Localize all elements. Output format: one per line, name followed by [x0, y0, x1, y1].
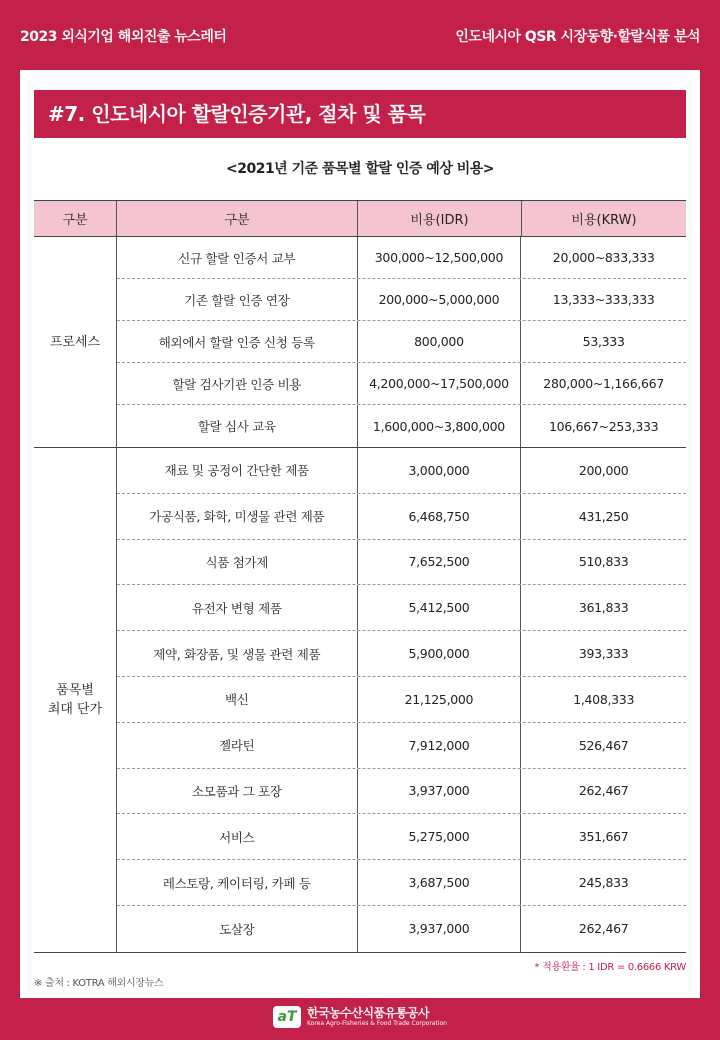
publisher-name-en: Korea Agro-Fisheries & Food Trade Corporation — [307, 1019, 447, 1027]
cost-idr-cell: 7,652,500 — [357, 540, 521, 585]
table-row — [117, 906, 686, 952]
group-item-max-price — [34, 448, 686, 953]
item-cell: 도살장 — [219, 921, 255, 937]
top-banner — [0, 0, 720, 70]
table-row — [117, 585, 686, 631]
cost-krw-cell: 361,833 — [520, 585, 686, 630]
table-row — [117, 631, 686, 677]
cost-krw-cell: 351,667 — [520, 814, 686, 859]
content-page — [20, 70, 700, 998]
cost-krw-cell: 510,833 — [520, 540, 686, 585]
publisher-name-kr: 한국농수산식품유통공사 — [307, 1005, 430, 1020]
cost-krw-cell: 13,333~333,333 — [520, 279, 686, 320]
cost-idr-cell: 800,000 — [357, 321, 521, 362]
cost-idr-cell: 3,687,500 — [357, 860, 521, 905]
item-cell: 할랄 검사기관 인증 비용 — [172, 376, 302, 392]
item-cell: 해외에서 할랄 인증 신청 등록 — [158, 334, 315, 350]
cost-idr-cell: 6,468,750 — [357, 494, 521, 539]
table-row — [117, 677, 686, 723]
section-title: #7. 인도네시아 할랄인증기관, 절차 및 품목 — [34, 90, 686, 138]
cost-krw-cell: 200,000 — [520, 448, 686, 493]
header-category: 구분 — [62, 213, 88, 228]
table-caption: <2021년 기준 품목별 할랄 인증 예상 비용> — [225, 161, 494, 177]
group-label: 프로세스 — [49, 334, 101, 350]
item-cell: 제약, 화장품, 및 생물 관련 제품 — [153, 646, 321, 662]
cost-idr-cell: 3,937,000 — [357, 906, 521, 952]
source-note: ※ 출처 : KOTRA 해외시장뉴스 — [34, 978, 164, 989]
group-process — [34, 237, 686, 448]
group-rows — [116, 448, 686, 952]
table-row — [117, 279, 686, 321]
item-cell: 젤라틴 — [219, 738, 255, 754]
header-cost-krw: 비용(KRW) — [521, 201, 686, 236]
table-row — [117, 814, 686, 860]
cost-idr-cell: 5,412,500 — [357, 585, 521, 630]
cost-idr-cell: 5,275,000 — [357, 814, 521, 859]
cost-idr-cell: 200,000~5,000,000 — [357, 279, 521, 320]
cost-krw-cell: 431,250 — [520, 494, 686, 539]
cost-krw-cell: 106,667~253,333 — [520, 405, 686, 447]
report-topic: 인도네시아 QSR 시장동향·할랄식품 분석 — [455, 29, 700, 45]
table-row — [117, 321, 686, 363]
table-row — [117, 769, 686, 815]
item-cell: 재료 및 공정이 간단한 제품 — [164, 463, 309, 479]
cost-idr-cell: 300,000~12,500,000 — [357, 237, 521, 278]
item-cell: 레스토랑, 케이터링, 카페 등 — [162, 875, 311, 891]
cost-krw-cell: 53,333 — [520, 321, 686, 362]
table-row — [117, 405, 686, 447]
exchange-rate-note: * 적용환율 : 1 IDR = 0.6666 KRW — [534, 962, 686, 973]
cost-krw-cell: 1,408,333 — [520, 677, 686, 722]
group-label: 품목별 최대 단가 — [47, 682, 103, 717]
item-cell: 신규 할랄 인증서 교부 — [178, 250, 296, 266]
item-cell: 백신 — [225, 692, 249, 708]
cost-idr-cell: 3,937,000 — [357, 769, 521, 814]
table-row — [117, 540, 686, 586]
cost-krw-cell: 20,000~833,333 — [520, 237, 686, 278]
header-cost-idr: 비용(IDR) — [357, 201, 521, 236]
item-cell: 서비스 — [219, 829, 255, 845]
item-cell: 가공식품, 화학, 미생물 관련 제품 — [149, 509, 325, 525]
cost-table — [34, 200, 686, 953]
table-row — [117, 448, 686, 494]
item-cell: 할랄 심사 교육 — [197, 419, 276, 434]
cost-krw-cell: 393,333 — [520, 631, 686, 676]
table-row — [117, 237, 686, 279]
cost-krw-cell: 262,467 — [520, 769, 686, 814]
table-row — [117, 723, 686, 769]
table-header-row — [34, 200, 686, 237]
cost-krw-cell: 280,000~1,166,667 — [520, 363, 686, 404]
newsletter-title: 2023 외식기업 해외진출 뉴스레터 — [20, 29, 227, 45]
publisher-logo — [0, 1004, 720, 1030]
table-row — [117, 494, 686, 540]
cost-idr-cell: 7,912,000 — [357, 723, 521, 768]
cost-krw-cell: 526,467 — [520, 723, 686, 768]
item-cell: 소모품과 그 포장 — [191, 783, 282, 799]
group-rows — [116, 237, 686, 447]
cost-idr-cell: 1,600,000~3,800,000 — [357, 405, 521, 447]
at-logo-icon: aT — [273, 1006, 301, 1028]
item-cell: 식품 첨가제 — [205, 554, 269, 570]
header-item: 구분 — [116, 201, 357, 236]
table-row — [117, 860, 686, 906]
cost-krw-cell: 262,467 — [520, 906, 686, 952]
item-cell: 기존 할랄 인증 연장 — [184, 292, 290, 308]
cost-idr-cell: 5,900,000 — [357, 631, 521, 676]
cost-idr-cell: 4,200,000~17,500,000 — [357, 363, 521, 404]
item-cell: 유전자 변형 제품 — [191, 600, 282, 616]
cost-idr-cell: 3,000,000 — [357, 448, 521, 493]
cost-idr-cell: 21,125,000 — [357, 677, 521, 722]
cost-krw-cell: 245,833 — [520, 860, 686, 905]
table-row — [117, 363, 686, 405]
